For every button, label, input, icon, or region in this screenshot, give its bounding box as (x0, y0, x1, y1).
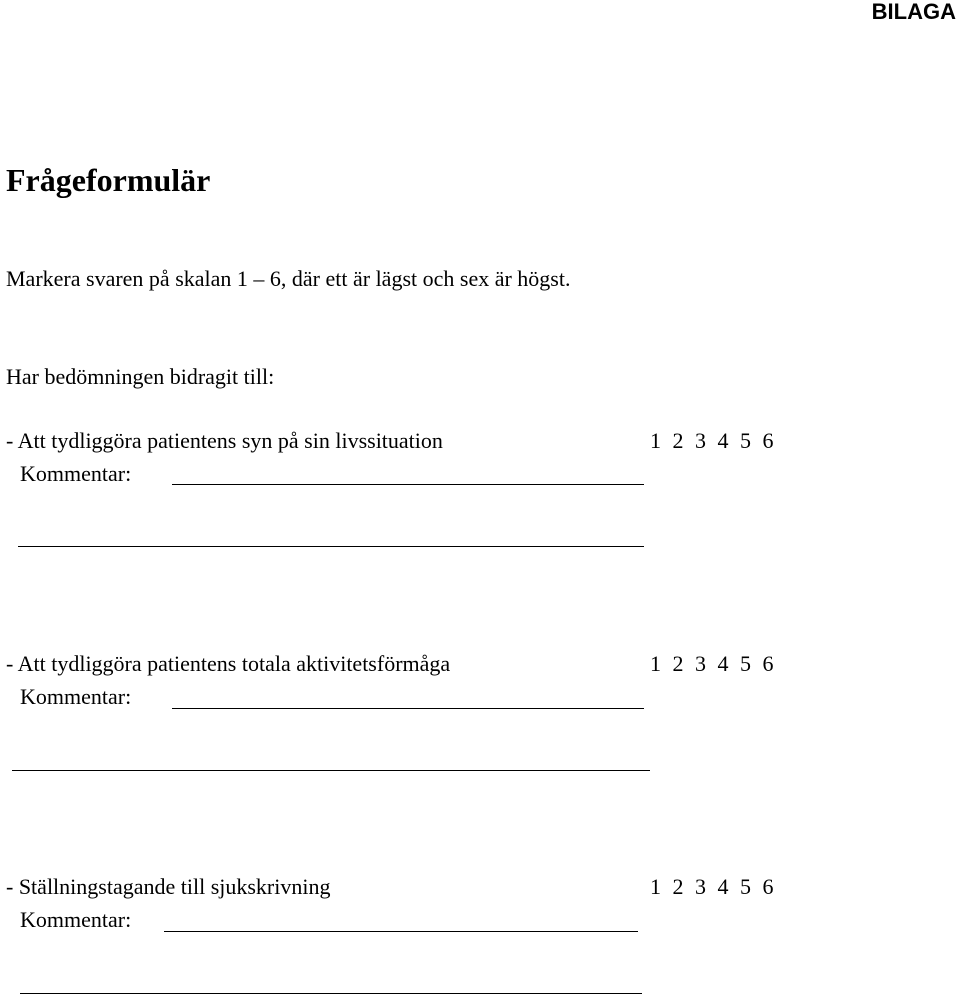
intro-text: Har bedömningen bidragit till: (6, 364, 275, 389)
question-1-comment-label: Kommentar: (20, 461, 132, 486)
question-2-comment-label: Kommentar: (20, 684, 132, 709)
question-2-comment-line-1[interactable] (172, 708, 644, 709)
question-2-scale[interactable]: 1 2 3 4 5 6 (650, 651, 774, 676)
question-1-scale[interactable]: 1 2 3 4 5 6 (650, 428, 774, 453)
question-3-scale[interactable]: 1 2 3 4 5 6 (650, 874, 774, 899)
question-1-comment-line-1[interactable] (172, 484, 644, 485)
question-2-text: - Att tydliggöra patientens totala aktivitetsförmåga (6, 651, 451, 676)
question-3-comment-line-2[interactable] (20, 993, 642, 994)
question-3-text: - Ställningstagande till sjukskrivning (6, 874, 331, 899)
question-3-comment-line-1[interactable] (164, 931, 638, 932)
question-1-text: - Att tydliggöra patientens syn på sin livssituation (6, 428, 443, 453)
attachment-label: BILAGA (871, 0, 956, 24)
question-1-comment-line-2[interactable] (18, 546, 644, 547)
page-title: Frågeformulär (6, 162, 211, 198)
question-3-comment-label: Kommentar: (20, 907, 132, 932)
question-2-comment-line-2[interactable] (12, 770, 650, 771)
instruction-text: Markera svaren på skalan 1 – 6, där ett är lägst och sex är högst. (6, 266, 571, 291)
